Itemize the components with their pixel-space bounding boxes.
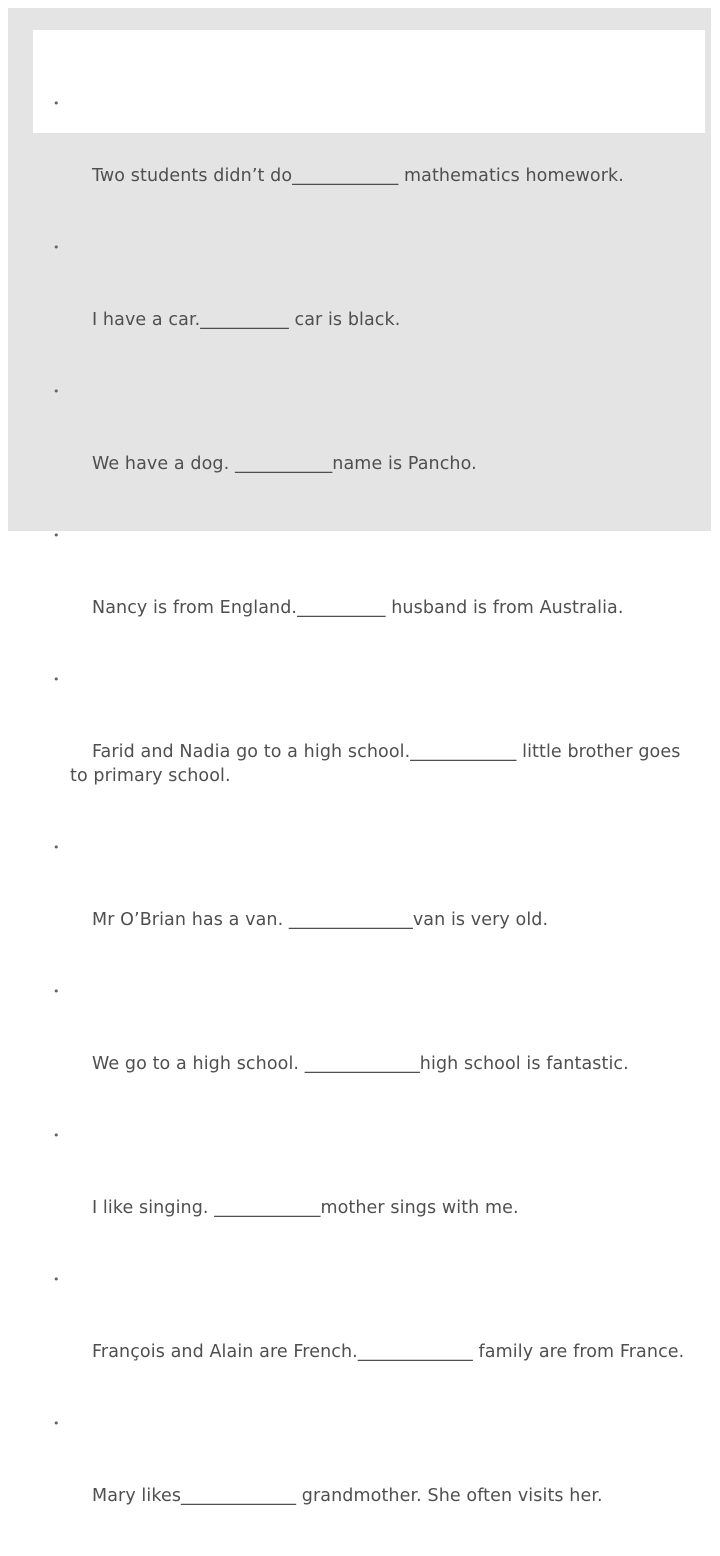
list-item [52, 668, 702, 836]
sentence-text: Nancy is from England.__________ husband is from Australia. [92, 598, 624, 618]
bullet-icon: • [53, 529, 60, 542]
sentence-text: François and Alain are French._____________ family are from France. [92, 1342, 685, 1362]
list-item [52, 836, 702, 980]
list-item [52, 1124, 702, 1268]
bullet-icon: • [53, 1417, 60, 1430]
bullet-icon: • [53, 241, 60, 254]
sentence-text: We go to a high school. _____________high school is fantastic. [92, 1054, 629, 1074]
sentence-text: I have a car.__________ car is black. [92, 310, 401, 330]
bullet-icon: • [53, 385, 60, 398]
bullet-icon: • [53, 985, 60, 998]
bullet-icon: • [53, 97, 60, 110]
sentence-text: Mary likes_____________ grandmother. She often visits her. [92, 1486, 603, 1506]
sentence-text: Mr O’Brian has a van. ______________van is very old. [92, 910, 549, 930]
list-item [52, 524, 702, 668]
bullet-icon: • [53, 1129, 60, 1142]
list-item [52, 1268, 702, 1412]
list-item [52, 1412, 702, 1556]
sentence-text: We have a dog. ___________name is Pancho. [92, 454, 477, 474]
sentence-text: Farid and Nadia go to a high school.____________ little brother goes to primary school. [70, 742, 687, 786]
sentence-text: Two students didn’t do____________ mathematics homework. [92, 166, 624, 186]
sentence-text: I like singing. ____________mother sings with me. [92, 1198, 519, 1218]
exercise-list [52, 92, 702, 1556]
bullet-icon: • [53, 1273, 60, 1286]
list-item [52, 380, 702, 524]
list-item [52, 980, 702, 1124]
bullet-icon: • [53, 841, 60, 854]
list-item [52, 92, 702, 236]
list-item [52, 236, 702, 380]
bullet-icon: • [53, 673, 60, 686]
